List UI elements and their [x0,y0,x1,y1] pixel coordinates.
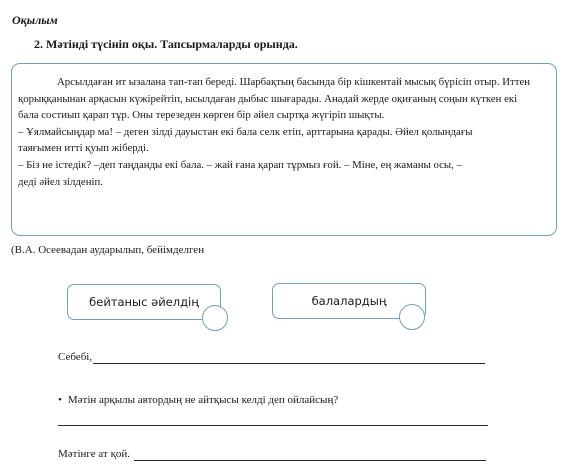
children-label: балалардың [311,294,387,308]
stranger-woman-answer-circle[interactable] [202,305,228,331]
title-label: Мәтінге ат қой. [58,448,131,460]
section-title: Оқылым [12,13,58,27]
task-instruction: 2. Мәтінді түсініп оқы. Тапсырмаларды орында. [34,37,298,51]
author-answer-line[interactable] [58,425,488,426]
author-question [58,394,338,406]
author-question-text: Мәтін арқылы автордың не айтқысы келді деп ойлайсың? [67,394,339,406]
text-line: Арсылдаған ит ызалана тап-тап береді. Шарбақтың басында бір кішкентай мысық бүрісіп отыр. Иттен [57,76,531,88]
bullet: • [58,394,62,406]
reason-answer-line[interactable] [93,363,485,364]
stranger-woman-label: бейтаныс әйелдің [89,295,199,309]
reading-text [18,74,571,190]
text-line: қорыққанынан арқасын күжірейтіп, ысылдаған дыбыс шығарады. Анадай жерде оқиғаның соңын күткен екі [18,92,518,105]
stranger-woman-box [67,284,221,320]
text-line: таяғымен итті қуып жіберді. [18,142,149,155]
reading-text-box [11,63,557,236]
source-note: (В.А. Осеевадан аударылып, бейімделген [11,244,205,256]
text-line: бала состиып қарап тұр. Оны терезеден көрген бір әйел сыртқа жүгіріп шықты. [18,109,385,122]
text-line: – Біз не істедік? –деп таңданды екі бала. – жай ғана қарап тұрмыз ғой. – Міне, ең жаманы осы, – [18,158,462,171]
children-answer-circle[interactable] [399,304,425,330]
text-line: деді әйел зілденіп. [18,175,103,188]
text-line: – Ұялмайсыңдар ма! – деген зілді дауыстан екі бала селк етіп, арттарына қарады. Әйел қолындағы [18,125,473,138]
title-answer-line[interactable] [134,460,486,461]
reason-label: Себебі, [58,351,93,363]
